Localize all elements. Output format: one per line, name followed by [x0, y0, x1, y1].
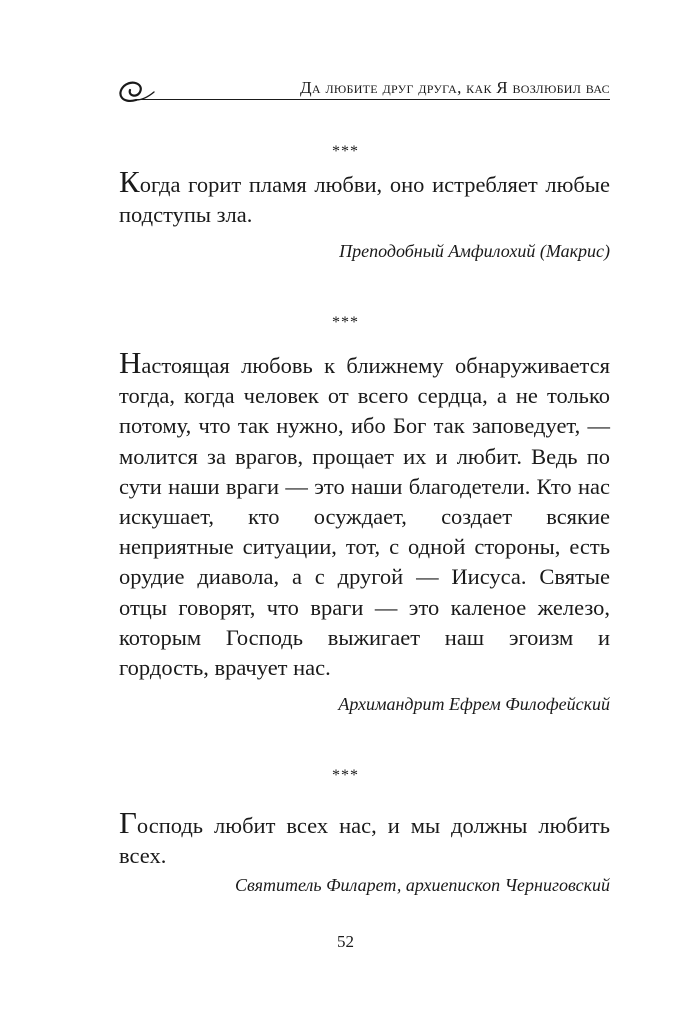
section-separator-2: ***: [332, 314, 359, 331]
quote-3-author: Святитель Филарет, архиепископ Черниговский: [235, 875, 610, 895]
page-number: 52: [337, 932, 354, 951]
quote-2-author: Архимандрит Ефрем Филофейский: [338, 694, 610, 714]
quote-1-author: Преподобный Амфилохий (Макрис): [339, 241, 610, 261]
quote-1-body: огда горит пламя любви, оно истребляет любые подступы зла.: [119, 172, 610, 228]
quote-1-text: [119, 164, 610, 230]
quote-2-body: астоящая любовь к ближнему обнаруживается тогда, когда человек от всего сердца, а не только потому, что так нужно, ибо Бог так заповедует, — молится за врагов, прощает их и любит. Ведь по сути наши враги — это наши благодетели. Кто нас искушает, кто осуждает, создает всякие неприятные ситуации, тот, с одной стороны, есть орудие диавола, а с другой — Иисуса. Святые отцы говорят, что враги — это каленое железо, которым Господь выжигает наш эгоизм и гордость, врачует нас.: [119, 353, 610, 681]
quote-3-text: [119, 805, 610, 871]
header-rule: [136, 99, 610, 100]
swirl-ornament-icon: [110, 70, 170, 110]
section-separator-1: ***: [332, 143, 359, 160]
quote-1-drop-cap: К: [119, 164, 140, 199]
running-header: [110, 70, 610, 110]
quote-3-drop-cap: Г: [119, 805, 137, 840]
section-separator-3: ***: [332, 767, 359, 784]
quote-2-text: [119, 345, 610, 683]
quote-3-body: осподь любит всех нас, и мы должны любить всех.: [119, 813, 610, 869]
running-title: Да любите друг друга, как Я возлюбил вас: [300, 78, 610, 97]
quote-2-drop-cap: Н: [119, 345, 142, 380]
